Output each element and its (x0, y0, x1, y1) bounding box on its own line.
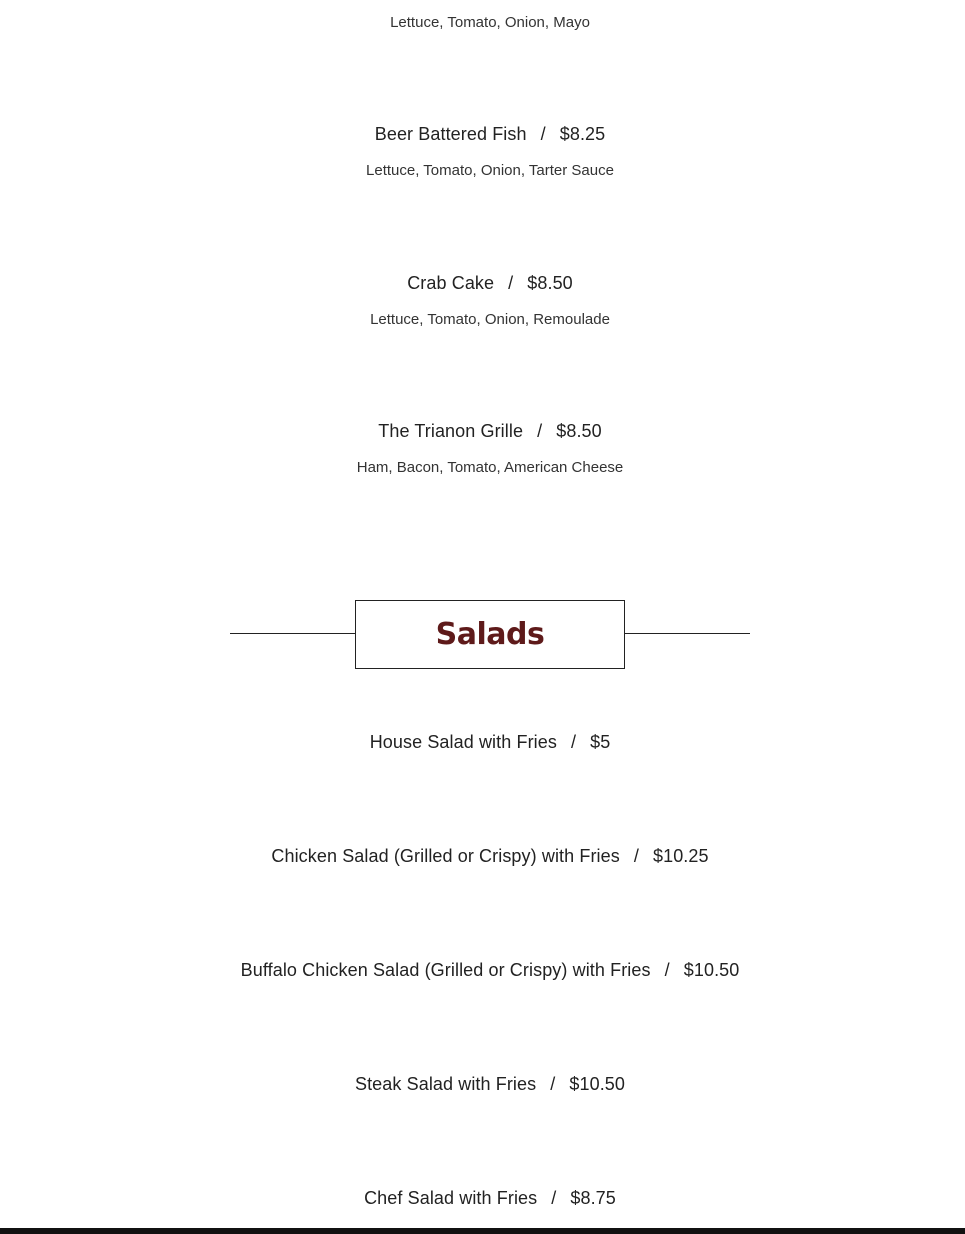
menu-item-description: Lettuce, Tomato, Onion, Tarter Sauce (366, 162, 614, 179)
menu-item-description: Lettuce, Tomato, Onion, Remoulade (370, 311, 610, 328)
item-title: Chef Salad with Fries (364, 1188, 538, 1208)
menu-item-name (0, 421, 965, 442)
item-price: $8.50 (556, 421, 602, 441)
item-title: House Salad with Fries (369, 732, 557, 752)
menu-item-name (0, 846, 965, 867)
item-price: $8.25 (559, 124, 606, 144)
menu-item-description: Ham, Bacon, Tomato, American Cheese (356, 459, 624, 476)
item-price: $10.50 (683, 960, 740, 980)
price-separator: / (551, 1188, 557, 1208)
divider-left (230, 633, 356, 634)
menu-item-name (0, 273, 965, 294)
menu-item-name (0, 1188, 965, 1209)
menu-item-name (0, 124, 965, 145)
item-title: Chicken Salad (Grilled or Crispy) with Fries (271, 846, 620, 866)
price-separator: / (537, 421, 543, 441)
section-title-box (355, 600, 625, 669)
menu-item-name (0, 1074, 965, 1095)
menu-item-name (0, 960, 965, 981)
item-price: $10.25 (652, 846, 709, 866)
item-title: Buffalo Chicken Salad (Grilled or Crispy) with Fries (240, 960, 651, 980)
item-price: $8.75 (570, 1188, 616, 1208)
bottom-bar (0, 1228, 965, 1234)
salads-section-header (230, 600, 750, 669)
item-title: Crab Cake (407, 273, 495, 293)
price-separator: / (540, 124, 546, 144)
section-title: Salads (435, 617, 545, 652)
item-title: Steak Salad with Fries (354, 1074, 537, 1094)
divider-right (624, 633, 750, 634)
menu-item-description: Lettuce, Tomato, Onion, Mayo (390, 14, 590, 31)
item-price: $5 (590, 732, 611, 752)
price-separator: / (633, 846, 639, 866)
item-price: $10.50 (569, 1074, 626, 1094)
price-separator: / (508, 273, 514, 293)
menu-item-name (0, 732, 965, 753)
price-separator: / (570, 732, 577, 752)
price-separator: / (664, 960, 670, 980)
price-separator: / (550, 1074, 556, 1094)
item-price: $8.50 (527, 273, 573, 293)
item-title: Beer Battered Fish (374, 124, 527, 144)
item-title: The Trianon Grille (378, 421, 524, 441)
